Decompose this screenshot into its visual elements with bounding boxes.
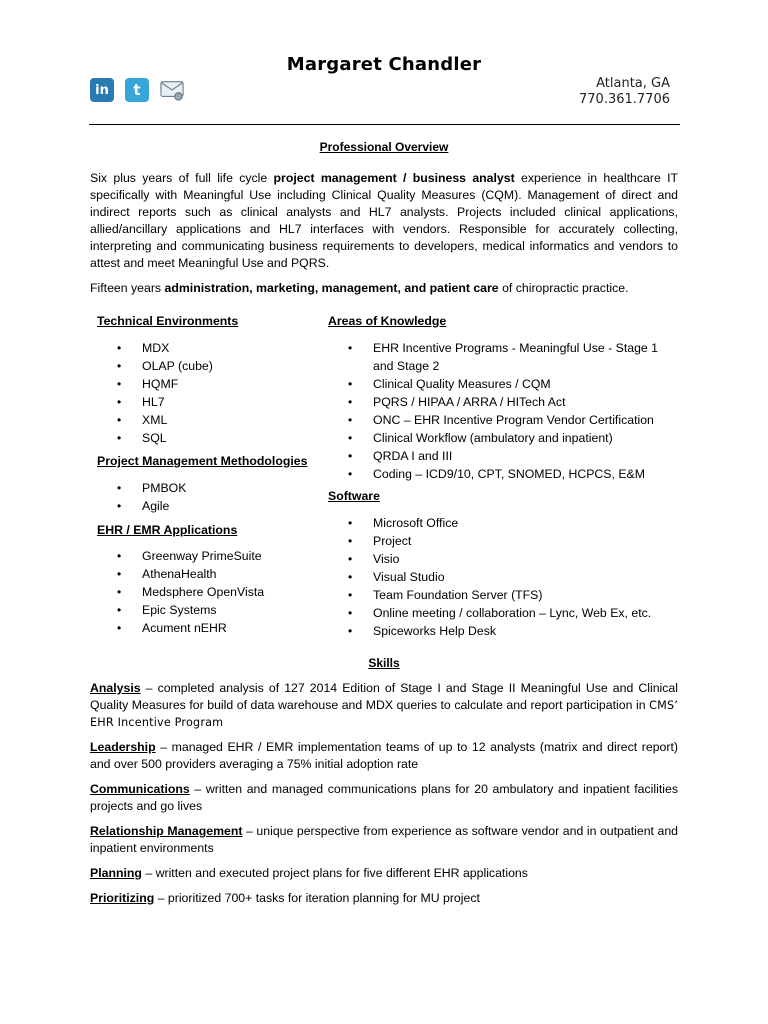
city: Atlanta, GA [596,76,670,91]
overview-paragraph-2: Fifteen years administration, marketing, management, and patient care of chiropractic practice. [90,281,629,295]
list-item: • Epic Systems [117,601,317,619]
skill-relationship-management: Relationship Management – unique perspective from experience as software vendor and in outpatient and inpatient environments [90,824,679,855]
list-item: • Visual Studio [348,568,676,586]
ehr-applications-heading: EHR / EMR Applications [97,523,238,537]
list-item: • MDX [117,339,317,357]
software-list [348,514,676,640]
overview-title: Professional Overview [319,140,449,154]
pm-methodologies-list [117,479,317,515]
list-item: • HQMF [117,375,317,393]
skill-leadership: Leadership – managed EHR / EMR implementation teams of up to 12 analysts (matrix and direct report) and over 500 providers averaging a 75% initial adoption rate [90,740,678,771]
list-item: • Medsphere OpenVista [117,583,317,601]
list-item: • Visio [348,550,676,568]
areas-of-knowledge-heading: Areas of Knowledge [328,314,447,328]
list-item: • Coding – ICD9/10, CPT, SNOMED, HCPCS, E&M [348,465,676,483]
contact-info [579,76,670,108]
skill-analysis: Analysis – completed analysis of 127 2014 Edition of Stage I and Stage II Meaningful Use and Clinical Quality Measures for build of data warehouse and MDX queries to calculate and report participation in CMS’ EHR Incentive Program [90,681,678,729]
ehr-applications-list [117,547,317,637]
list-item: • Spiceworks Help Desk [348,622,676,640]
twitter-icon[interactable]: t [125,78,149,102]
list-item: • Agile [117,497,317,515]
skill-planning: Planning – written and executed project plans for five different EHR applications [90,866,528,880]
list-item: • PQRS / HIPAA / ARRA / HITech Act [348,393,676,411]
list-item: • OLAP (cube) [117,357,317,375]
software-heading: Software [328,489,380,503]
social-links [90,78,184,102]
list-item: • Clinical Quality Measures / CQM [348,375,676,393]
list-item: • Acument nEHR [117,619,317,637]
list-item: • AthenaHealth [117,565,317,583]
phone: 770.361.7706 [579,92,670,107]
linkedin-icon[interactable]: in [90,78,114,102]
skill-communications: Communications – written and managed communications plans for 20 ambulatory and inpatient facilities projects and go lives [90,782,678,813]
list-item: • Greenway PrimeSuite [117,547,317,565]
resume-name: Margaret Chandler [286,54,482,75]
header-divider [89,124,680,125]
list-item: • QRDA I and III [348,447,676,465]
areas-of-knowledge-list [348,339,676,483]
technical-environments-heading: Technical Environments [97,314,239,328]
list-item: • HL7 [117,393,317,411]
list-item: • SQL [117,429,317,447]
list-item: • Clinical Workflow (ambulatory and inpatient) [348,429,676,447]
overview-paragraph-1: Six plus years of full life cycle project management / business analyst experience in healthcare IT specifically with Meaningful Use including Clinical Quality Measures (CQM). Management of direct and indirect reports such as clinical analysts and HL7 analysts. Projects included clinical applications, allied/ancillary applications and HL7 interfaces with vendors. Responsible for accurately collecting, interpreting and communicating business requirements to developers, medical informatics and vendors to attest and meet Meaningful Use and PQRS. [90,171,679,270]
skills-title: Skills [368,656,400,670]
pm-methodologies-heading: Project Management Methodologies [97,454,308,468]
list-item: • XML [117,411,317,429]
technical-environments-list [117,339,317,447]
skill-prioritizing: Prioritizing – prioritized 700+ tasks for iteration planning for MU project [90,891,480,905]
list-item: • Project [348,532,676,550]
list-item: • Team Foundation Server (TFS) [348,586,676,604]
list-item: • Microsoft Office [348,514,676,532]
list-item: • ONC – EHR Incentive Program Vendor Certification [348,411,676,429]
list-item: • Online meeting / collaboration – Lync, Web Ex, etc. [348,604,676,622]
list-item: • EHR Incentive Programs - Meaningful Use - Stage 1 and Stage 2 [348,339,676,375]
email-icon[interactable] [160,78,184,102]
list-item: • PMBOK [117,479,317,497]
